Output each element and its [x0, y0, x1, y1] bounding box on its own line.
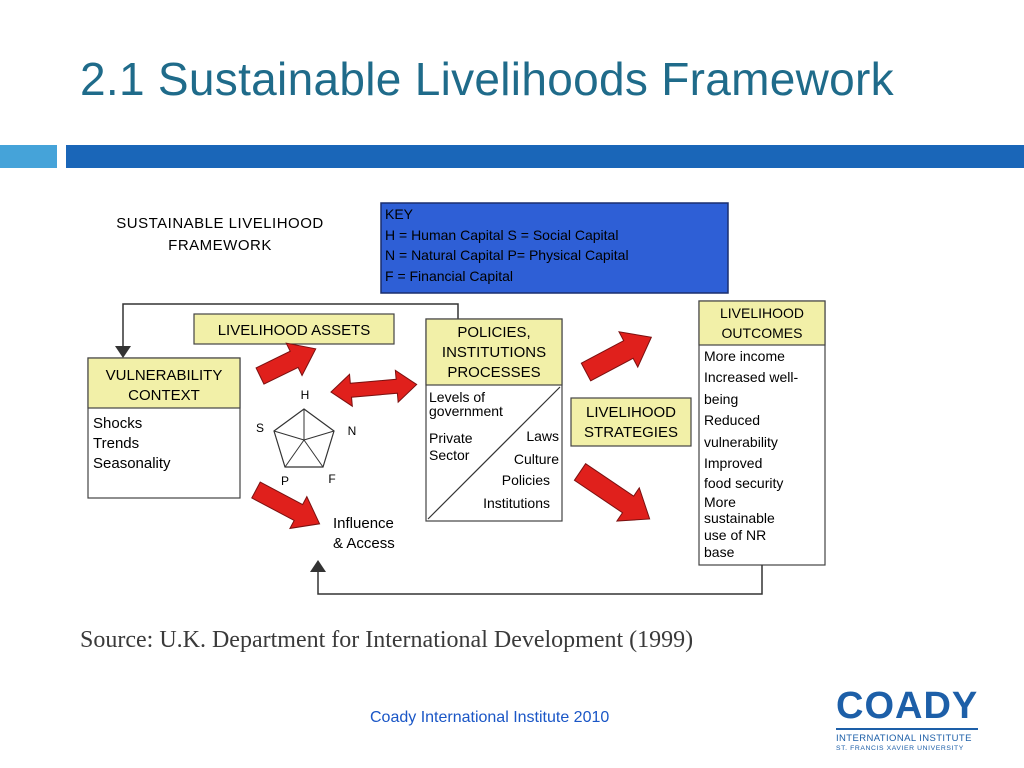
vulnerability-context-box	[88, 358, 240, 498]
outcome-item: Increased well-	[704, 369, 799, 385]
policies-right-4: Institutions	[483, 495, 550, 511]
key-line-3: F = Financial Capital	[385, 268, 514, 284]
diagram-heading-line2: FRAMEWORK	[168, 237, 272, 254]
outcome-item: food security	[704, 475, 784, 491]
pentagon-label-p: P	[280, 474, 290, 488]
vulnerability-item-trends: Trends	[93, 435, 140, 452]
vulnerability-item-seasonality: Seasonality	[93, 455, 171, 472]
logo-wordmark: COADY	[836, 685, 979, 727]
outcome-item: sustainable	[704, 510, 775, 526]
source-citation: Source: U.K. Department for International Development (1999)	[80, 627, 694, 653]
outcome-item: being	[704, 391, 739, 407]
outcome-item: vulnerability	[704, 434, 778, 450]
slide-title: 2.1 Sustainable Livelihoods Framework	[80, 53, 894, 105]
policies-title-3: PROCESSES	[447, 364, 541, 381]
outcomes-title-2: OUTCOMES	[721, 325, 803, 341]
feedback-connector-bottom	[318, 565, 762, 594]
vulnerability-item-shocks: Shocks	[93, 415, 143, 432]
arrow-assets-policies-bidirectional	[330, 369, 418, 408]
policies-title-1: POLICIES,	[457, 324, 531, 341]
outcome-item: Improved	[704, 455, 763, 471]
outcomes-title-1: LIVELIHOOD	[719, 305, 805, 321]
outcome-item: More income	[704, 348, 785, 364]
livelihood-strategies-label	[571, 398, 691, 446]
asset-pentagon	[256, 388, 356, 488]
svg-text:LIVELIHOOD ASSETS: LIVELIHOOD ASSETS	[217, 322, 371, 339]
key-line-1: H = Human Capital S = Social Capital	[385, 227, 619, 243]
logo-subtitle-1: INTERNATIONAL INSTITUTE	[836, 733, 972, 744]
influence-access-label	[333, 515, 395, 552]
logo-subtitle-2: ST. FRANCIS XAVIER UNIVERSITY	[836, 745, 964, 752]
key-box	[381, 203, 728, 293]
strategies-line-2: STRATEGIES	[584, 424, 678, 441]
outcome-item: More	[704, 494, 736, 510]
arrow-strategies-to-outcomes	[569, 455, 661, 535]
feedback-arrowhead-bottom	[310, 560, 326, 572]
policies-right-1: Laws	[526, 428, 559, 444]
pentagon-label-s: S	[255, 421, 265, 435]
policies-title-2: INSTITUTIONS	[441, 344, 547, 361]
key-title: KEY	[385, 206, 414, 222]
livelihood-assets-label	[194, 314, 394, 344]
livelihood-outcomes-box	[699, 301, 825, 565]
key-line-2: N = Natural Capital P= Physical Capital	[385, 247, 629, 263]
policies-box	[426, 319, 562, 521]
accent-band-left	[0, 145, 57, 168]
policies-right-2: Culture	[513, 451, 559, 467]
accent-band-main	[66, 145, 1024, 168]
outcome-item: use of NR	[704, 527, 767, 543]
outcome-item: base	[704, 544, 735, 560]
feedback-arrowhead-top	[115, 346, 131, 358]
policies-right-3: Policies	[501, 472, 550, 488]
diagram-heading-line1: SUSTAINABLE LIVELIHOOD	[116, 215, 324, 232]
vulnerability-title-2: CONTEXT	[128, 387, 200, 404]
policies-left-2: government	[429, 403, 503, 419]
policies-left-1: Levels of	[429, 389, 486, 405]
influence-line-2: & Access	[333, 535, 395, 552]
pentagon-label-n: N	[347, 424, 357, 438]
outcome-item: Reduced	[704, 412, 761, 428]
policies-left-3: Private	[429, 430, 473, 446]
coady-logo	[836, 686, 986, 753]
footer-text: Coady International Institute 2010	[370, 709, 610, 726]
arrow-policies-to-outcomes	[577, 320, 661, 390]
diagram-heading	[116, 215, 323, 254]
policies-left-4: Sector	[429, 447, 470, 463]
influence-line-1: Influence	[333, 515, 394, 532]
vulnerability-title-1: VULNERABILITY	[105, 367, 223, 384]
logo-rule	[836, 728, 978, 730]
strategies-line-1: LIVELIHOOD	[585, 404, 677, 421]
pentagon-label-h: H	[300, 388, 310, 402]
pentagon-label-f: F	[328, 472, 336, 486]
livelihoods-diagram	[80, 196, 840, 606]
